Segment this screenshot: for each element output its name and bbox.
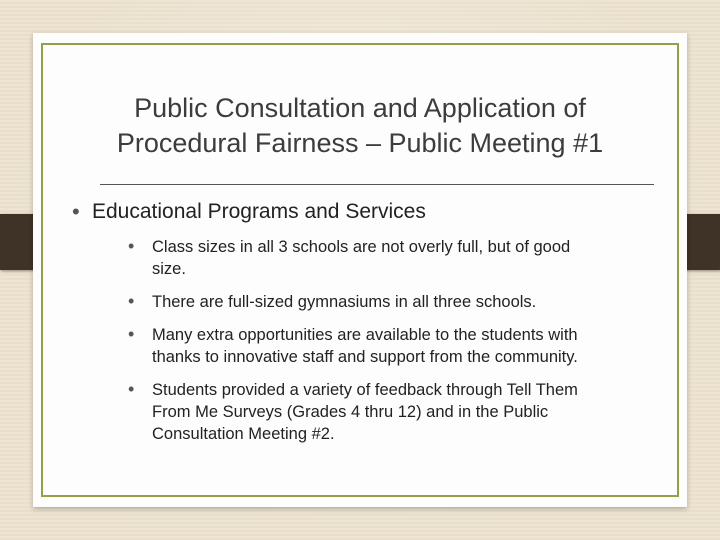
level1-bullet-text: Educational Programs and Services: [92, 200, 426, 223]
bullet-icon: •: [128, 379, 135, 399]
slide-title-line-2: Procedural Fairness – Public Meeting #1: [116, 128, 604, 158]
list-item-text: There are full-sized gymnasiums in all three schools.: [152, 293, 537, 311]
list-item-text: Many extra opportunities are available to the students with thanks to innovative staff and support from the community.: [152, 326, 578, 366]
list-item: [128, 236, 584, 280]
slide-title-line-1: Public Consultation and Application of: [134, 93, 586, 123]
slide-title: [73, 91, 647, 161]
bullet-icon: •: [128, 291, 135, 311]
slide-body: [70, 198, 630, 456]
list-item-text: Class sizes in all 3 schools are not overly full, but of good size.: [152, 238, 571, 278]
list-item: [128, 324, 584, 368]
bullet-icon: •: [128, 236, 135, 256]
list-item-text: Students provided a variety of feedback through Tell Them From Me Surveys (Grades 4 thru 12) and in the Public Consultation Meeting #2.: [152, 381, 578, 443]
list-item: [128, 291, 584, 313]
list-item: [128, 379, 584, 445]
title-divider: [100, 184, 654, 185]
bullet-icon: •: [128, 324, 135, 344]
bullet-icon: •: [72, 199, 80, 224]
level2-bullet-list: [70, 236, 630, 445]
level1-bullet-item: [70, 198, 630, 226]
